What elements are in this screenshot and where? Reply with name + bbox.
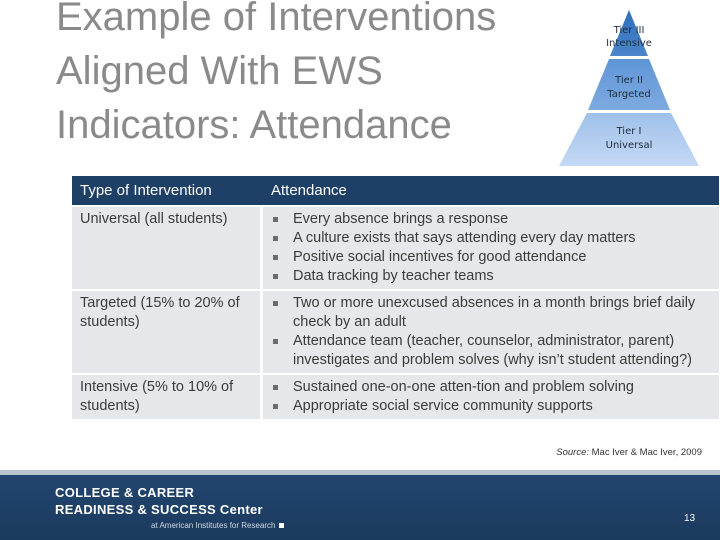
- bullet-list: [271, 210, 711, 286]
- row-attendance-cell: [263, 207, 719, 289]
- tier-1-label: Tier I: [616, 126, 642, 137]
- tier-2-label: Tier II: [615, 75, 643, 86]
- ccrs-center-logo: [55, 484, 284, 530]
- row-attendance-cell: [263, 375, 719, 419]
- list-item: A culture exists that says attending every day matters: [271, 229, 711, 248]
- tier-2-sublabel: Targeted: [607, 89, 651, 100]
- footer-bar: [0, 470, 720, 540]
- row-type-cell: Targeted (15% to 20% of students): [72, 291, 263, 373]
- table-row-universal: [72, 207, 719, 289]
- list-item: Two or more unexcused absences in a month brings brief daily check by an adult: [271, 294, 711, 332]
- logo-affiliation: at American Institutes for Research: [151, 521, 276, 530]
- tier-1-sublabel: Universal: [605, 140, 653, 151]
- bullet-list: [271, 378, 711, 416]
- slide-title: [56, 0, 526, 152]
- interventions-table: [72, 174, 719, 421]
- title-line-2: Aligned With EWS: [56, 49, 383, 93]
- list-item: Data tracking by teacher teams: [271, 267, 711, 286]
- list-item: Positive social incentives for good attendance: [271, 248, 711, 267]
- list-item: Attendance team (teacher, counselor, administrator, parent) investigates and problem solves (why isn’t student attending?): [271, 332, 711, 370]
- table-row-targeted: [72, 291, 719, 373]
- logo-line-2: READINESS & SUCCESS Center: [55, 502, 263, 517]
- tier-3-label: Tier III: [613, 25, 645, 36]
- list-item: Every absence brings a response: [271, 210, 711, 229]
- source-citation: [556, 447, 702, 458]
- list-item: Sustained one-on-one atten-tion and problem solving: [271, 378, 711, 397]
- title-line-1: Example of Interventions: [56, 0, 497, 39]
- logo-line-3: [151, 521, 284, 530]
- table-header-row: [72, 176, 719, 205]
- square-icon: [279, 523, 284, 528]
- page-number: 13: [684, 513, 696, 524]
- tier-3-sublabel: Intensive: [606, 38, 652, 49]
- row-type-cell: Universal (all students): [72, 207, 263, 289]
- row-attendance-cell: [263, 291, 719, 373]
- title-line-3: Indicators: Attendance: [56, 103, 452, 147]
- table-row-intensive: [72, 375, 719, 419]
- source-label: Source:: [556, 447, 589, 458]
- list-item: Appropriate social service community supports: [271, 397, 711, 416]
- bullet-list: [271, 294, 711, 370]
- row-type-cell: Intensive (5% to 10% of students): [72, 375, 263, 419]
- header-type-of-intervention: Type of Intervention: [72, 176, 263, 205]
- tier-pyramid: [558, 8, 700, 168]
- logo-line-1: COLLEGE & CAREER: [55, 485, 195, 500]
- header-attendance: Attendance: [263, 176, 719, 205]
- source-text: Mac Iver & Mac Iver, 2009: [589, 447, 702, 458]
